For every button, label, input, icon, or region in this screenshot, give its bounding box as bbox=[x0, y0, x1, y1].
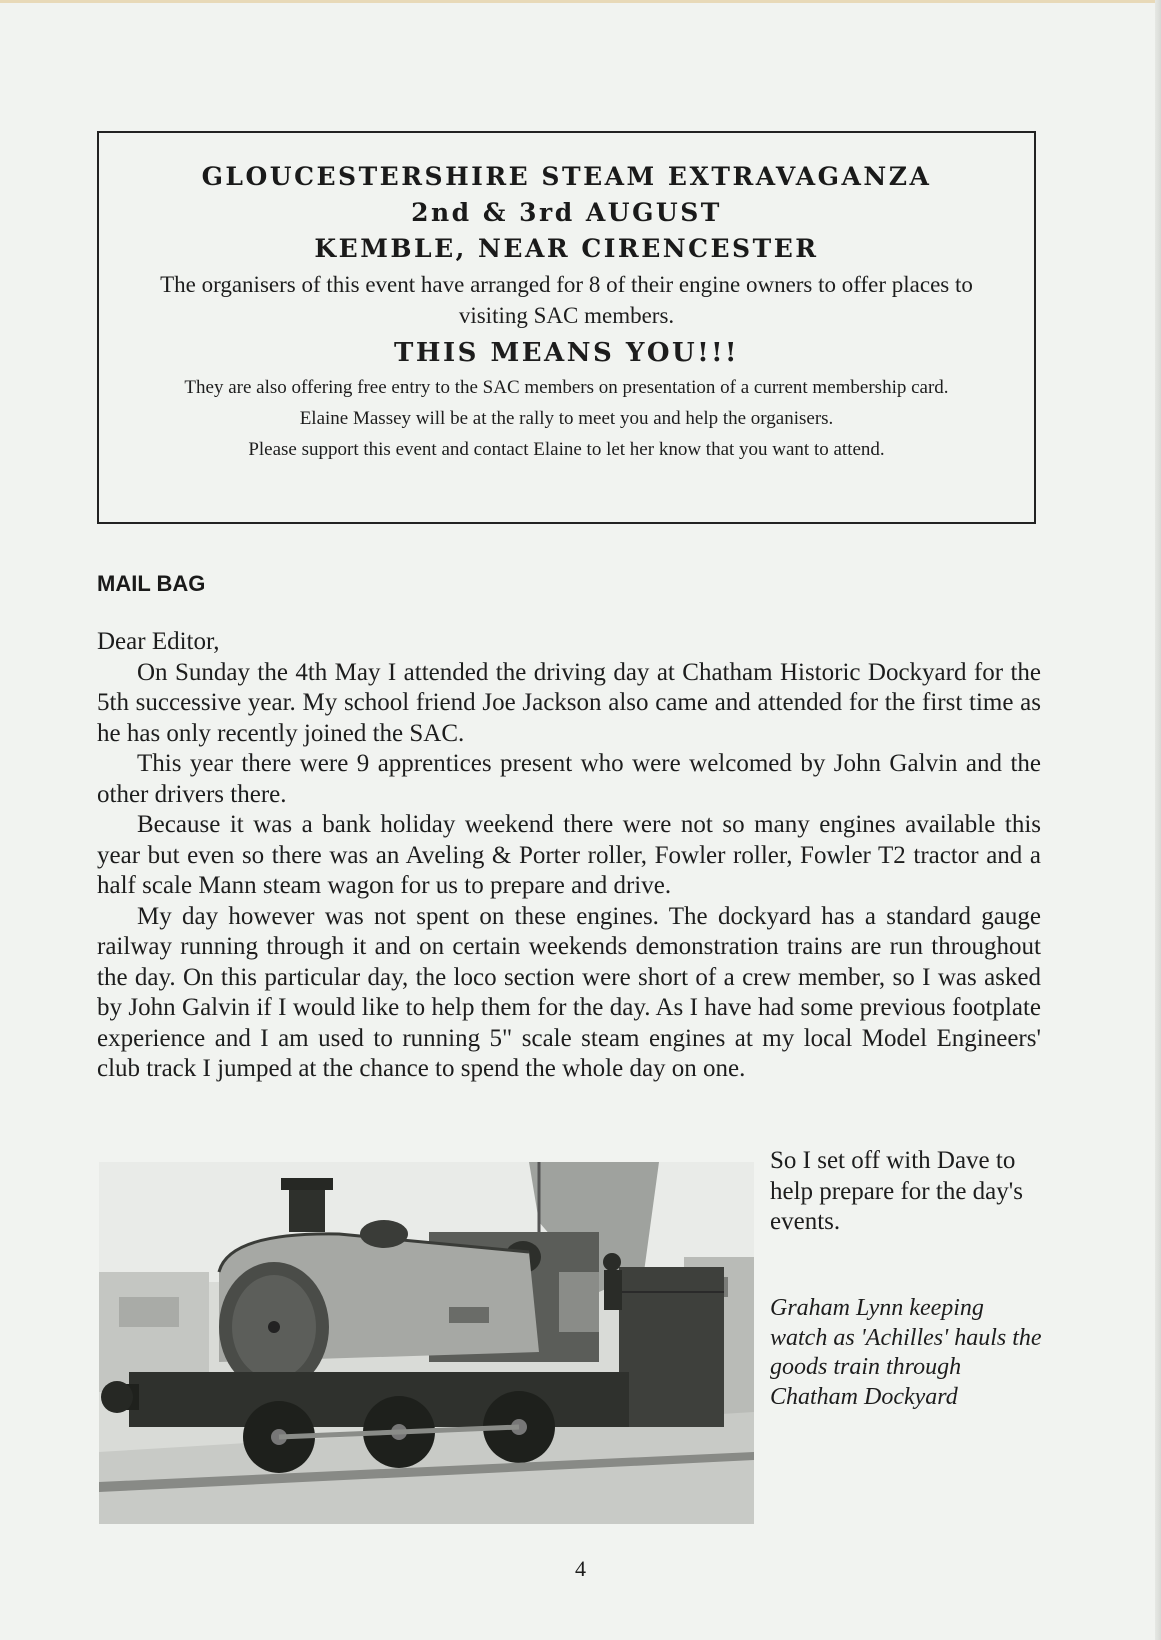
letter-paragraph: This year there were 9 apprentices present who were welcomed by John Galvin and the other drivers there. bbox=[97, 750, 1041, 808]
notice-heading-location: KEMBLE, NEAR CIRENCESTER bbox=[314, 234, 819, 263]
notice-shout: THIS MEANS YOU!!! bbox=[394, 338, 739, 368]
letter-salutation: Dear Editor, bbox=[97, 628, 220, 655]
page-number: 4 bbox=[575, 1556, 586, 1581]
notice-support-text: Please support this event and contact Elaine to let her know that you want to attend. bbox=[248, 439, 885, 460]
section-title: MAIL BAG bbox=[97, 571, 206, 596]
letter-continuation: So I set off with Dave to help prepare for the day's events. bbox=[770, 1147, 1024, 1235]
letter-paragraph: Because it was a bank holiday weekend there were not so many engines available this year but even so there was an Aveling & Porter roller, Fowler roller, Fowler T2 tractor and a half scale Mann steam wagon for us to prepare and drive. bbox=[97, 811, 1041, 899]
letter-paragraph: On Sunday the 4th May I attended the driving day at Chatham Historic Dockyard for the 5th successive year. My school friend Joe Jackson also came and attended for the first time as he has only recently joined the SAC. bbox=[97, 658, 1041, 747]
letter-body bbox=[97, 627, 1041, 1085]
locomotive-illustration bbox=[99, 1162, 754, 1524]
notice-heading-date: 2nd & 3rd AUGUST bbox=[411, 198, 722, 227]
notice-free-entry-text: They are also offering free entry to the SAC members on presentation of a current membership card. bbox=[184, 377, 949, 398]
notice-body-text: The organisers of this event have arranged for 8 of their engine owners to offer places to visiting SAC members. bbox=[160, 272, 973, 328]
page-top-edge bbox=[0, 0, 1161, 3]
locomotive-photo bbox=[99, 1162, 754, 1524]
page-right-edge bbox=[1155, 0, 1161, 1640]
notice-heading-event: GLOUCESTERSHIRE STEAM EXTRAVAGANZA bbox=[201, 162, 932, 191]
event-notice-box bbox=[97, 131, 1036, 524]
letter-paragraph: My day however was not spent on these engines. The dockyard has a standard gauge railway running through it and on certain weekends demonstration trains are run throughout the day. On this particular day, the loco section were short of a crew member, so I was asked by John Galvin if I would like to help them for the day. As I have had some previous footplate experience and I am used to running 5" scale steam engines at my local Model Engineers' club track I jumped at the chance to spend the whole day on one. bbox=[97, 902, 1041, 1082]
notice-contact-person-text: Elaine Massey will be at the rally to meet you and help the organisers. bbox=[299, 408, 834, 429]
photo-caption: Graham Lynn keeping watch as 'Achilles' hauls the goods train through Chatham Dockyard bbox=[770, 1295, 1042, 1410]
